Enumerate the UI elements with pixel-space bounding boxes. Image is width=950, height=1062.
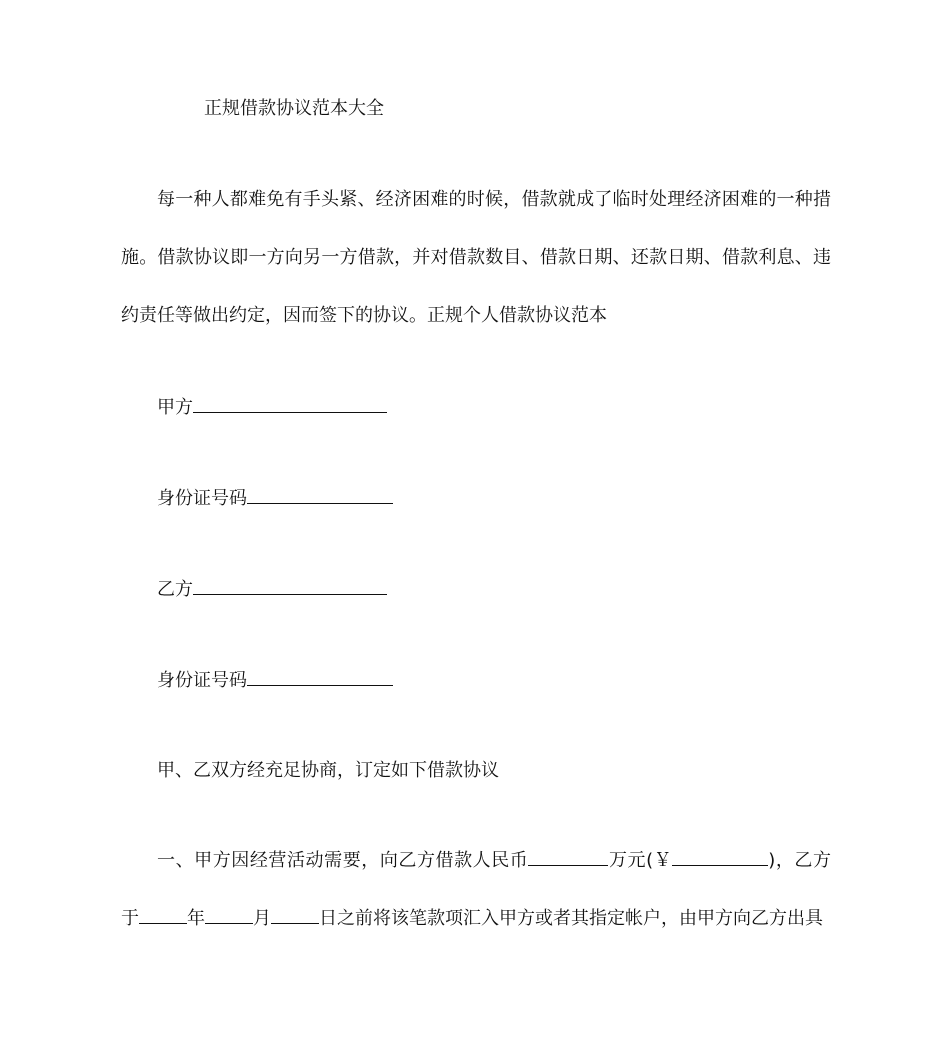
clause-1-line-2 <box>121 890 831 948</box>
party-a-field <box>157 394 387 421</box>
intro-line-3: 约责任等做出约定，因而签下的协议。正规个人借款协议范本 <box>121 305 607 326</box>
amount-blank <box>528 847 608 866</box>
clause-1-suffix: )，乙方 <box>768 850 831 871</box>
clause-1-line2-start: 于 <box>121 908 139 929</box>
year-blank <box>139 905 187 924</box>
clause-1 <box>121 832 831 948</box>
clause-1-month: 月 <box>253 908 271 929</box>
intro-paragraph <box>121 171 831 345</box>
party-b-blank <box>193 576 387 595</box>
party-a-label: 甲方 <box>157 397 193 418</box>
clause-1-line-1 <box>121 832 831 890</box>
party-a-id-label: 身份证号码 <box>157 488 247 509</box>
party-a-id-field <box>157 485 393 512</box>
amount-figure-blank <box>672 847 768 866</box>
day-blank <box>271 905 319 924</box>
intro-line-1: 每一种人都难免有手头紧、经济困难的时候，借款就成了临时处理经济困难的一种措 <box>157 189 831 210</box>
clause-1-day-rest: 日之前将该笔款项汇入甲方或者其指定帐户，由甲方向乙方出具 <box>319 908 823 929</box>
party-b-field <box>157 576 387 603</box>
party-b-id-blank <box>247 667 393 686</box>
month-blank <box>205 905 253 924</box>
intro-line-2: 施。借款协议即一方向另一方借款，并对借款数目、借款日期、还款日期、借款利息、违 <box>121 247 831 268</box>
clause-1-year: 年 <box>187 908 205 929</box>
party-b-label: 乙方 <box>157 579 193 600</box>
party-b-id-label: 身份证号码 <box>157 670 247 691</box>
clause-1-unit: 万元(￥ <box>608 850 673 871</box>
party-a-blank <box>193 394 387 413</box>
document-title: 正规借款协议范本大全 <box>204 98 384 119</box>
clause-1-prefix: 一、甲方因经营活动需要，向乙方借款人民币 <box>157 850 529 871</box>
party-a-id-blank <box>247 485 393 504</box>
agreement-statement: 甲、乙双方经充足协商，订定如下借款协议 <box>157 760 499 781</box>
party-b-id-field <box>157 667 393 694</box>
